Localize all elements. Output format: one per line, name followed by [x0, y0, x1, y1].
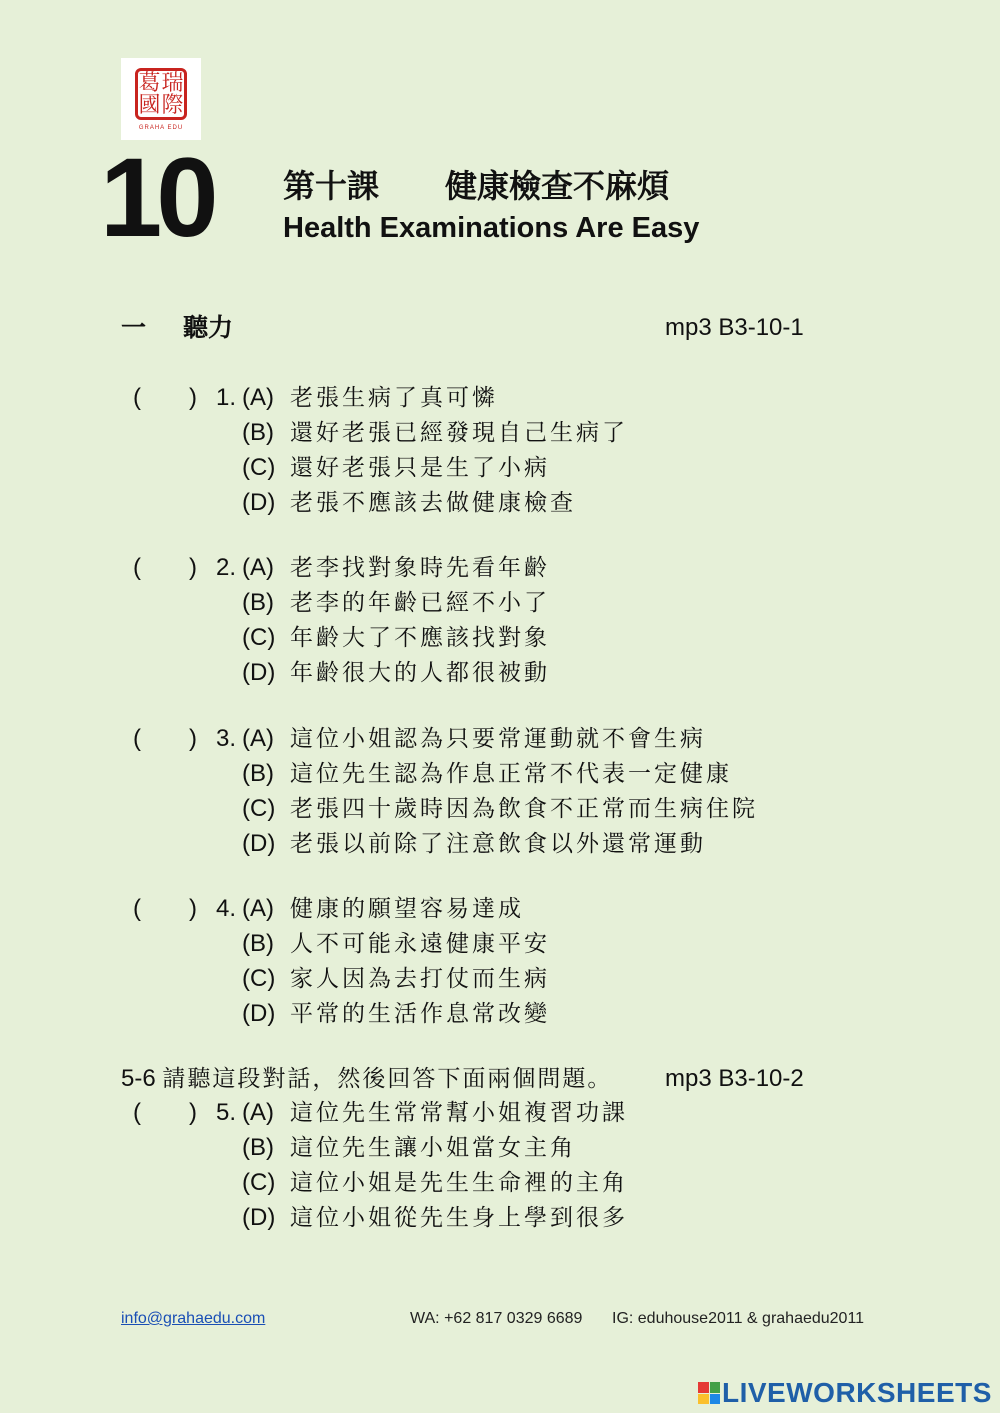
- instruction-text: 請聽這段對話，然後回答下面兩個問題。: [162, 1066, 613, 1092]
- option-letter: (C): [242, 795, 276, 822]
- option-text: 老張不應該去做健康檢查: [290, 490, 576, 516]
- question-4: [133, 892, 853, 1032]
- option-text: 還好老張只是生了小病: [290, 455, 550, 481]
- option-text: 這位小姐認為只要常運動就不會生病: [290, 726, 706, 752]
- option-text: 人不可能永遠健康平安: [290, 931, 550, 957]
- option-line: [133, 621, 853, 656]
- option-text: 這位先生認為作息正常不代表一定健康: [290, 761, 732, 787]
- section-number: 一: [121, 313, 147, 342]
- option-letter: (C): [242, 965, 276, 992]
- brand-square: [710, 1382, 721, 1393]
- option-letter: (B): [242, 1134, 274, 1161]
- option-line: [133, 451, 853, 486]
- liveworksheets-brand[interactable]: [698, 1377, 992, 1409]
- option-text: 這位先生常常幫小姐複習功課: [290, 1100, 628, 1126]
- option-line: [133, 1166, 853, 1201]
- option-text: 還好老張已經發現自己生病了: [290, 420, 628, 446]
- option-line: [133, 997, 853, 1032]
- answer-blank[interactable]: ( ): [133, 554, 197, 581]
- lesson-label: 第十課: [283, 167, 380, 205]
- lesson-number: 10: [100, 135, 213, 260]
- option-letter: (D): [242, 1204, 276, 1231]
- option-letter: (D): [242, 489, 276, 516]
- contact-whatsapp: WA: +62 817 0329 6689: [410, 1310, 583, 1327]
- option-letter: (C): [242, 454, 276, 481]
- option-letter: (B): [242, 930, 274, 957]
- logo-caption: GRAHA EDU: [138, 125, 184, 131]
- question-line: [133, 722, 853, 757]
- question-5: [133, 1096, 853, 1236]
- option-text: 老張生病了真可憐: [290, 385, 498, 411]
- lesson-title-chinese: [283, 166, 669, 206]
- option-line: [133, 792, 853, 827]
- option-text: 老張以前除了注意飲食以外還常運動: [290, 831, 706, 857]
- option-text: 年齡很大的人都很被動: [290, 660, 550, 686]
- brand-square: [710, 1394, 721, 1405]
- option-letter: (B): [242, 589, 274, 616]
- question-number: 2.: [216, 554, 237, 581]
- option-letter: (C): [242, 624, 276, 651]
- answer-blank[interactable]: ( ): [133, 384, 197, 411]
- question-2: [133, 551, 853, 691]
- option-line: [133, 416, 853, 451]
- lesson-title-english: Health Examinations Are Easy: [283, 212, 700, 244]
- option-text: 健康的願望容易達成: [290, 896, 524, 922]
- option-letter: (D): [242, 830, 276, 857]
- option-letter: (A): [242, 725, 274, 752]
- audio-reference-2: mp3 B3-10-2: [665, 1065, 804, 1092]
- logo-glyph: 國: [138, 93, 161, 118]
- question-number: 3.: [216, 725, 237, 752]
- logo-glyph: 葛: [138, 71, 161, 96]
- brand-name: LIVEWORKSHEETS: [722, 1377, 992, 1408]
- option-letter: (B): [242, 760, 274, 787]
- option-line: [133, 962, 853, 997]
- option-letter: (D): [242, 659, 276, 686]
- question-number: 1.: [216, 384, 237, 411]
- option-text: 年齡大了不應該找對象: [290, 625, 550, 651]
- question-line: [133, 381, 853, 416]
- section-title: 聽力: [183, 313, 234, 342]
- option-letter: (C): [242, 1169, 276, 1196]
- lesson-topic: 健康檢查不麻煩: [445, 167, 670, 205]
- option-letter: (D): [242, 1000, 276, 1027]
- question-line: [133, 551, 853, 586]
- brand-square: [698, 1394, 709, 1405]
- listening-instruction: [121, 1062, 612, 1096]
- option-text: 這位先生讓小姐當女主角: [290, 1135, 576, 1161]
- question-1: [133, 381, 853, 521]
- option-text: 家人因為去打仗而生病: [290, 966, 550, 992]
- option-letter: (A): [242, 1099, 274, 1126]
- logo-glyph: 際: [161, 93, 184, 118]
- option-letter: (A): [242, 554, 274, 581]
- option-line: [133, 1131, 853, 1166]
- question-line: [133, 892, 853, 927]
- option-text: 這位小姐從先生身上學到很多: [290, 1205, 628, 1231]
- answer-blank[interactable]: ( ): [133, 1099, 197, 1126]
- brand-square: [698, 1382, 709, 1393]
- contact-email-link[interactable]: info@grahaedu.com: [121, 1310, 266, 1327]
- option-line: [133, 827, 853, 862]
- answer-blank[interactable]: ( ): [133, 725, 197, 752]
- option-letter: (A): [242, 895, 274, 922]
- question-line: [133, 1096, 853, 1131]
- question-3: [133, 722, 853, 862]
- option-text: 平常的生活作息常改變: [290, 1001, 550, 1027]
- seal-icon: [135, 68, 187, 120]
- question-number: 4.: [216, 895, 237, 922]
- option-line: [133, 586, 853, 621]
- liveworksheets-icon: [698, 1382, 720, 1404]
- option-line: [133, 927, 853, 962]
- question-range: 5-6: [121, 1065, 156, 1092]
- option-text: 老李找對象時先看年齡: [290, 555, 550, 581]
- option-line: [133, 757, 853, 792]
- option-letter: (B): [242, 419, 274, 446]
- option-line: [133, 656, 853, 691]
- audio-reference: mp3 B3-10-1: [665, 314, 804, 341]
- option-line: [133, 486, 853, 521]
- answer-blank[interactable]: ( ): [133, 895, 197, 922]
- logo-glyph: 瑞: [161, 71, 184, 96]
- option-letter: (A): [242, 384, 274, 411]
- option-text: 這位小姐是先生生命裡的主角: [290, 1170, 628, 1196]
- option-text: 老李的年齡已經不小了: [290, 590, 550, 616]
- school-logo: [121, 58, 201, 140]
- option-line: [133, 1201, 853, 1236]
- option-text: 老張四十歲時因為飲食不正常而生病住院: [290, 796, 758, 822]
- contact-instagram: IG: eduhouse2011 & grahaedu2011: [612, 1310, 865, 1327]
- question-number: 5.: [216, 1099, 237, 1126]
